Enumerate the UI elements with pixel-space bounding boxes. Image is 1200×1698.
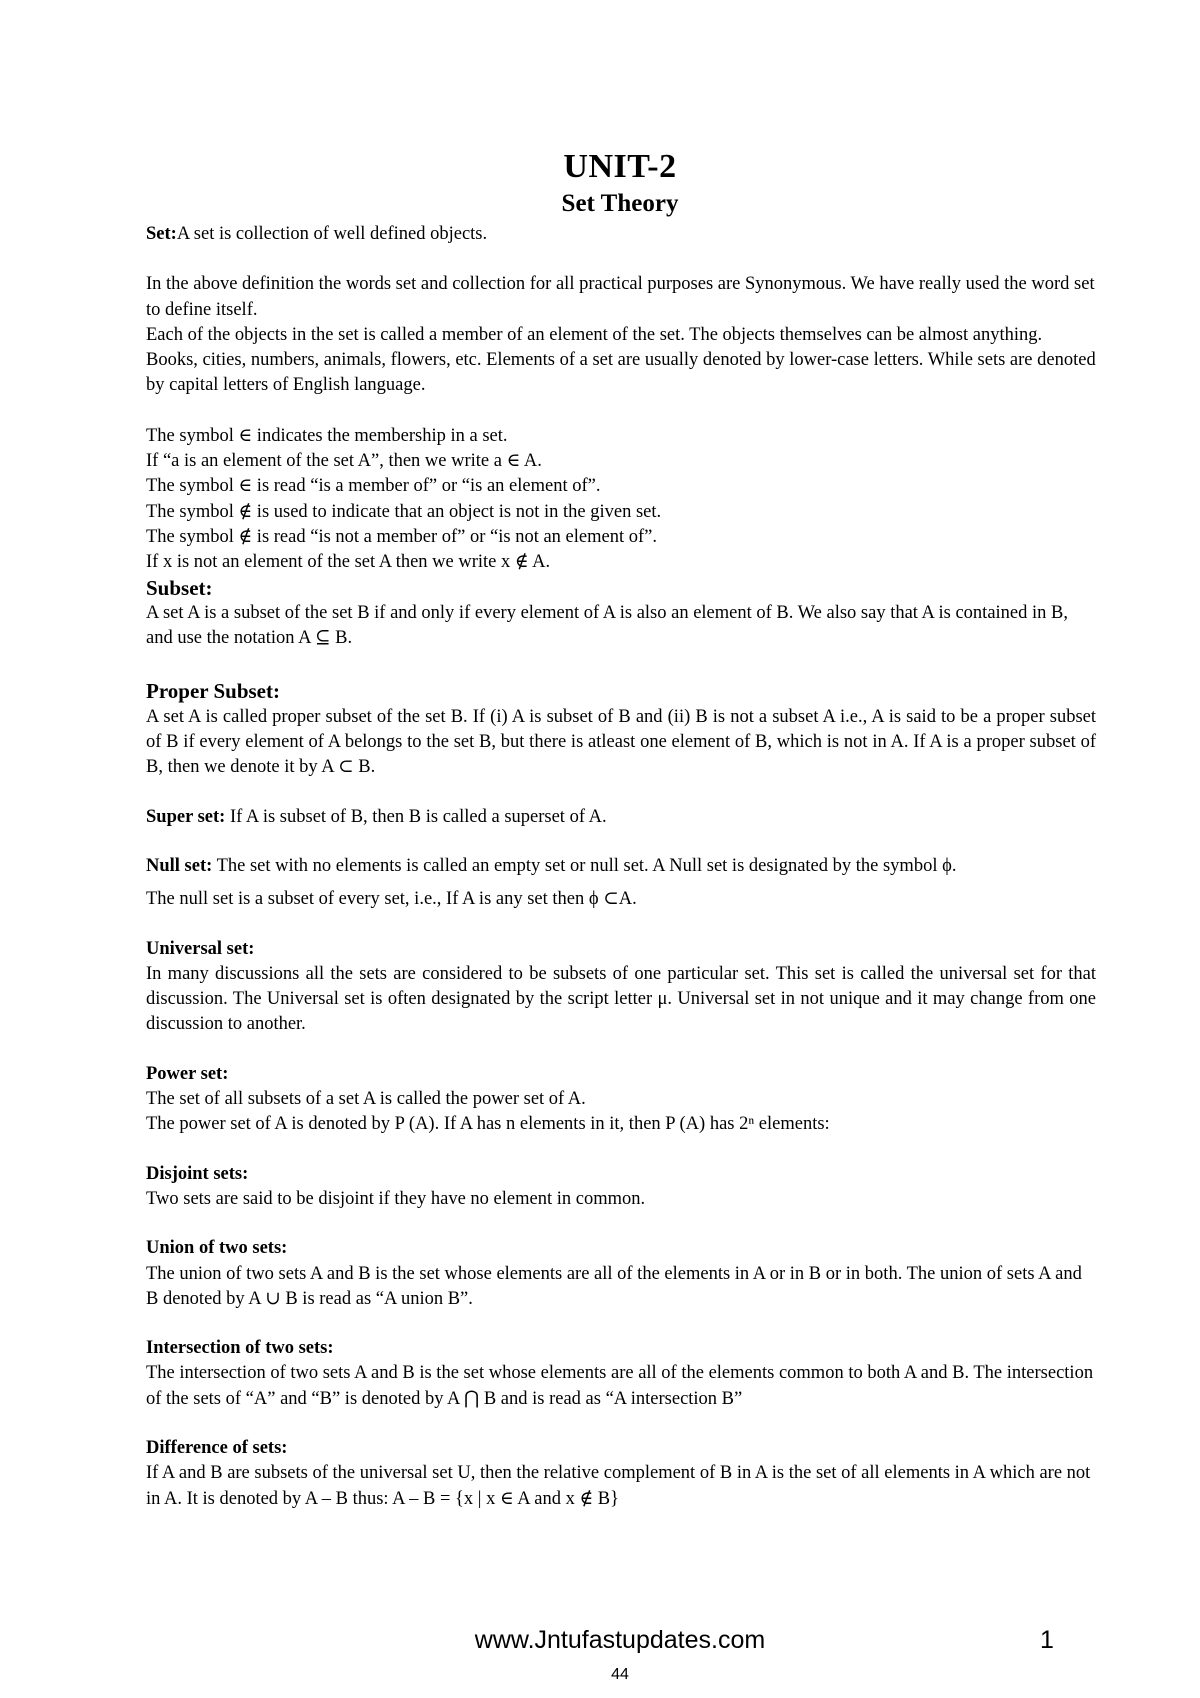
disjoint-sets-heading: Disjoint sets:: [146, 1163, 249, 1184]
super-set-heading: Super set:: [146, 806, 226, 827]
set-definition-text: A set is collection of well defined objects.: [176, 224, 488, 244]
symbol-line-5: The symbol ∉ is read “is not a member of” or “is not an element of”.: [146, 526, 657, 547]
null-set-heading: Null set:: [146, 855, 213, 876]
set-heading: Set:: [146, 224, 177, 244]
unit-title: UNIT-2: [563, 148, 677, 185]
subset-heading: Subset:: [146, 575, 213, 600]
intersection-text: The intersection of two sets A and B is the set whose elements are all of the elements common to both A and B. The intersection of the sets of “A” and “B” is denoted by A ⋂ B and is read as “A intersection B”: [146, 1363, 1094, 1409]
power-set-line-2: The power set of A is denoted by P (A). If A has n elements in it, then P (A) has 2ⁿ elements:: [146, 1114, 830, 1135]
body-text: [146, 222, 1096, 1512]
symbol-line-1: The symbol ∈ indicates the membership in a set.: [146, 425, 508, 446]
difference-text: If A and B are subsets of the universal set U, then the relative complement of B in A is the set of all elements in A which are not in A. It is denoted by A – B thus: A – B = {x | x ∈ A and x ∉ B}: [146, 1463, 1091, 1509]
set-paragraph-1: In the above definition the words set and collection for all practical purposes are Synonymous. We have really used the word set to define itself.: [146, 274, 1095, 320]
disjoint-sets-text: Two sets are said to be disjoint if they have no element in common.: [146, 1188, 646, 1209]
subset-text: A set A is a subset of the set B if and only if every element of A is also an element of B. We also say that A is contained in B, and use the notation A ⊆ B.: [146, 602, 1068, 649]
footer-url[interactable]: www.Jntufastupdates.com: [474, 1626, 766, 1654]
footer-page-number: 1: [1040, 1626, 1054, 1654]
null-set-para: [146, 854, 1096, 879]
proper-subset-text: A set A is called proper subset of the set B. If (i) A is subset of B and (ii) B is not a subset A i.e., A is said to be a proper subset of B if every element of A belongs to the set B, but there is atleast one element of B, which is not in A. If A is a proper subset of B, then we denote it by A ⊂ B.: [146, 706, 1096, 778]
proper-subset-heading: Proper Subset:: [146, 679, 280, 704]
symbol-line-2: If “a is an element of the set A”, then we write a ∈ A.: [146, 451, 542, 472]
universal-set-heading: Universal set:: [146, 938, 255, 959]
intersection-heading: Intersection of two sets:: [146, 1338, 334, 1359]
symbol-line-3: The symbol ∈ is read “is a member of” or “is an element of”.: [146, 476, 601, 497]
subject-title: Set Theory: [561, 190, 679, 217]
set-definition: [146, 222, 1096, 247]
set-paragraph-2: Each of the objects in the set is called a member of an element of the set. The objects themselves can be almost anything. Books, cities, numbers, animals, flowers, etc. Elements of a set are usually denoted by lower-case letters. While sets are denoted by capital letters of English language.: [146, 324, 1096, 396]
universal-set-text: In many discussions all the sets are considered to be subsets of one particular set. This set is called the universal set for that discussion. The Universal set is often designated by the script letter μ. Universal set in not unique and it may change from one discussion to another.: [146, 963, 1096, 1035]
null-set-text-2: The null set is a subset of every set, i.e., If A is any set then ϕ ⊂A.: [146, 889, 637, 910]
power-set-line-1: The set of all subsets of a set A is called the power set of A.: [146, 1089, 586, 1110]
power-set-heading: Power set:: [146, 1063, 229, 1084]
symbol-line-6: If x is not an element of the set A then we write x ∉ A.: [146, 552, 551, 573]
null-set-text: The set with no elements is called an empty set or null set. A Null set is designated by the symbol ϕ.: [216, 855, 957, 876]
super-set-para: [146, 805, 1096, 830]
footer-sheet-number: 44: [611, 1666, 629, 1683]
union-heading: Union of two sets:: [146, 1238, 288, 1259]
super-set-text: If A is subset of B, then B is called a superset of A.: [229, 806, 607, 827]
difference-heading: Difference of sets:: [146, 1437, 288, 1458]
union-text: The union of two sets A and B is the set whose elements are all of the elements in A or in B or in both. The union of sets A and B denoted by A ∪ B is read as “A union B”.: [146, 1263, 1082, 1309]
symbol-line-4: The symbol ∉ is used to indicate that an object is not in the given set.: [146, 501, 662, 522]
